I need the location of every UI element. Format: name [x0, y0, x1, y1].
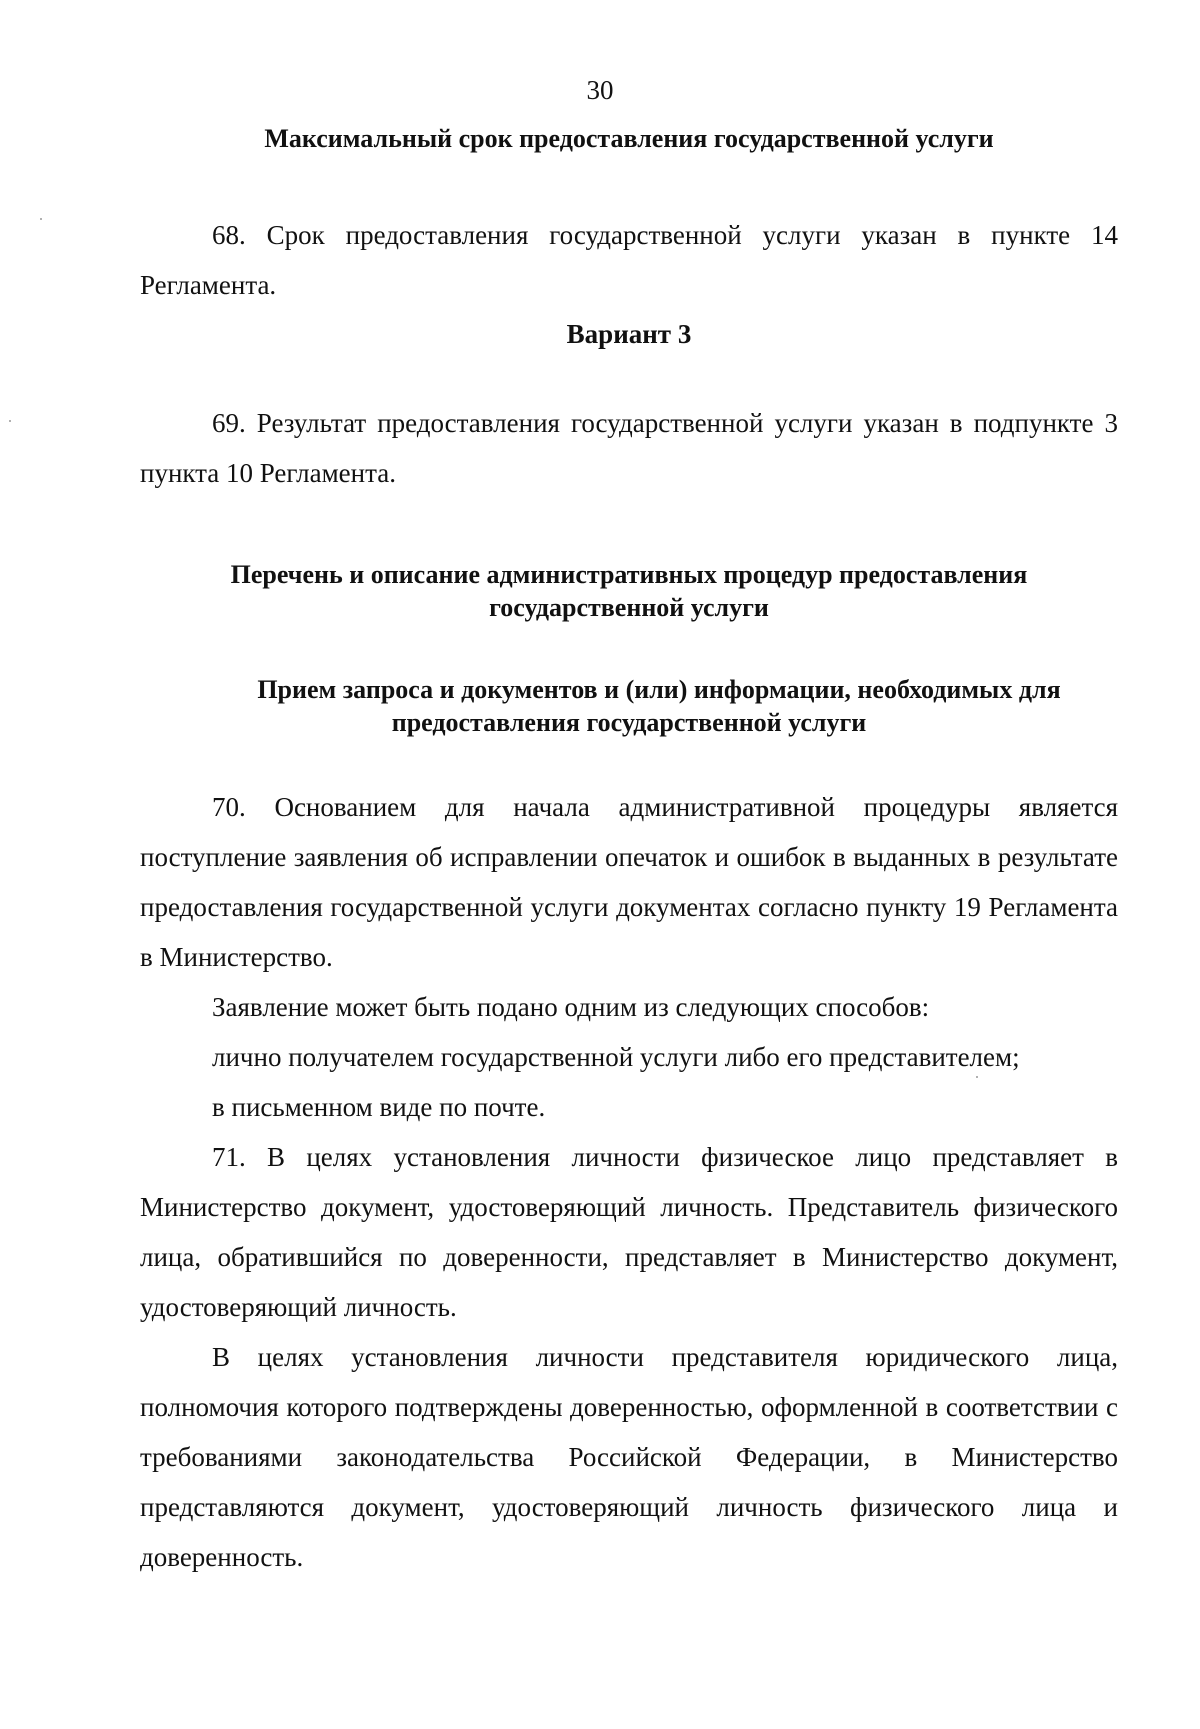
heading-reception-line2: предоставления государственной услуги [391, 708, 867, 737]
paragraph-71-legal-entity: В целях установления личности представителя юридического лица, полномочия которого подтверждены доверенностью, оформленной в соответствии с требованиями законодательства Российской Федерации, в Министерство представляются документ, удостоверяющий личность физического лица и доверенность. [140, 1342, 1118, 1572]
heading-procedures-line2: государственной услуги [489, 593, 769, 622]
paragraph-70-method-1: лично получателем государственной услуги либо его представителем; [212, 1042, 1020, 1072]
heading-reception [140, 673, 1118, 739]
paragraph-70-methods: Заявление может быть подано одним из следующих способов: [212, 992, 930, 1022]
scan-speck [40, 218, 42, 220]
heading-max-term: Максимальный срок предоставления государственной услуги [264, 124, 994, 153]
heading-procedures [140, 558, 1118, 624]
paragraph-70: 70. Основанием для начала административной процедуры является поступление заявления об исправлении опечаток и ошибок в выданных в результате предоставления государственной услуги документах согласно пункту 19 Регламента в Министерство. [140, 792, 1118, 972]
scan-speck [9, 420, 11, 422]
paragraph-71: 71. В целях установления личности физическое лицо представляет в Министерство документ, удостоверяющий личность. Представитель физического лица, обратившийся по доверенности, представляет в Министерство документ, удостоверяющий личность. [140, 1142, 1118, 1322]
paragraph-69: 69. Результат предоставления государственной услуги указан в подпункте 3 пункта 10 Регламента. [140, 408, 1118, 488]
page-number: 30 [586, 75, 614, 105]
heading-variant: Вариант 3 [566, 319, 692, 349]
scan-speck [976, 1076, 978, 1078]
paragraph-68: 68. Срок предоставления государственной услуги указан в пункте 14 Регламента. [140, 220, 1118, 300]
heading-procedures-line1: Перечень и описание административных процедур предоставления [230, 560, 1028, 589]
heading-reception-line1: Прием запроса и документов и (или) информации, необходимых для [257, 675, 1061, 704]
paragraph-70-method-2: в письменном виде по почте. [212, 1092, 546, 1122]
